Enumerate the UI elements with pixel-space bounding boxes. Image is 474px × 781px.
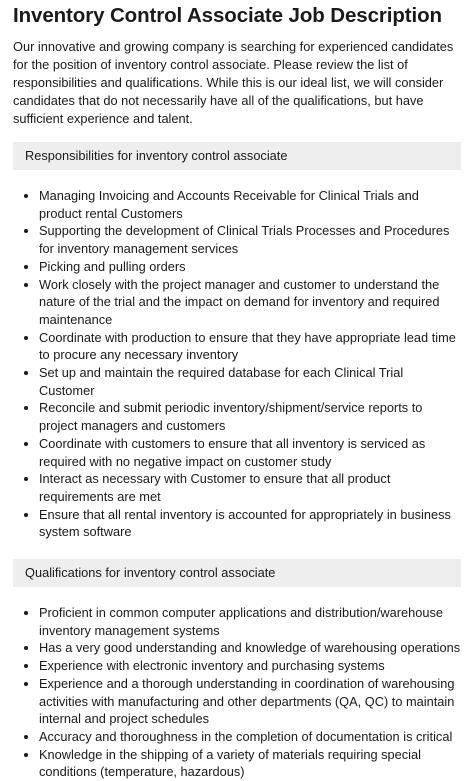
responsibility-item: • Supporting the development of Clinical Trials Processes and Procedures for inventory management services — [39, 222, 461, 257]
qualifications-heading: Qualifications for inventory control associate — [13, 559, 461, 587]
qualification-item: • Experience with electronic inventory and purchasing systems — [39, 657, 461, 675]
responsibility-item: • Set up and maintain the required database for each Clinical Trial Customer — [39, 364, 461, 399]
responsibilities-list — [13, 187, 461, 541]
intro-paragraph: Our innovative and growing company is searching for experienced candidates for the position of inventory control associate. Please review the list of responsibilities and qualifications. While this is our ideal list, we will consider candidates that do not necessarily have all of the qualifications, but have sufficient experience and talent. — [13, 39, 454, 126]
qualification-item: • Knowledge in the shipping of a variety of materials requiring special conditions (temperature, hazardous) — [39, 746, 461, 781]
qualifications-list — [13, 604, 461, 781]
responsibility-item: • Work closely with the project manager and customer to understand the nature of the trial and the impact on demand for inventory and required maintenance — [39, 276, 461, 329]
responsibility-item: • Picking and pulling orders — [39, 258, 461, 276]
responsibility-item: • Managing Invoicing and Accounts Receivable for Clinical Trials and product rental Customers — [39, 187, 461, 222]
page-title: Inventory Control Associate Job Description — [13, 4, 442, 27]
responsibility-item: • Reconcile and submit periodic inventory/shipment/service reports to project managers and customers — [39, 399, 461, 434]
responsibility-item: • Coordinate with production to ensure that they have appropriate lead time to procure any necessary inventory — [39, 329, 461, 364]
responsibility-item: • Ensure that all rental inventory is accounted for appropriately in business system software — [39, 506, 461, 541]
responsibilities-heading: Responsibilities for inventory control associate — [13, 142, 461, 170]
qualification-item: • Has a very good understanding and knowledge of warehousing operations — [39, 639, 461, 657]
qualification-item: • Proficient in common computer applications and distribution/warehouse inventory management systems — [39, 604, 461, 639]
qualification-item: • Accuracy and thoroughness in the completion of documentation is critical — [39, 728, 461, 746]
responsibility-item: • Coordinate with customers to ensure that all inventory is serviced as required with no negative impact on customer study — [39, 435, 461, 470]
responsibility-item: • Interact as necessary with Customer to ensure that all product requirements are met — [39, 470, 461, 505]
qualification-item: • Experience and a thorough understanding in coordination of warehousing activities with manufacturing and other departments (QA, QC) to maintain internal and project schedules — [39, 675, 461, 728]
